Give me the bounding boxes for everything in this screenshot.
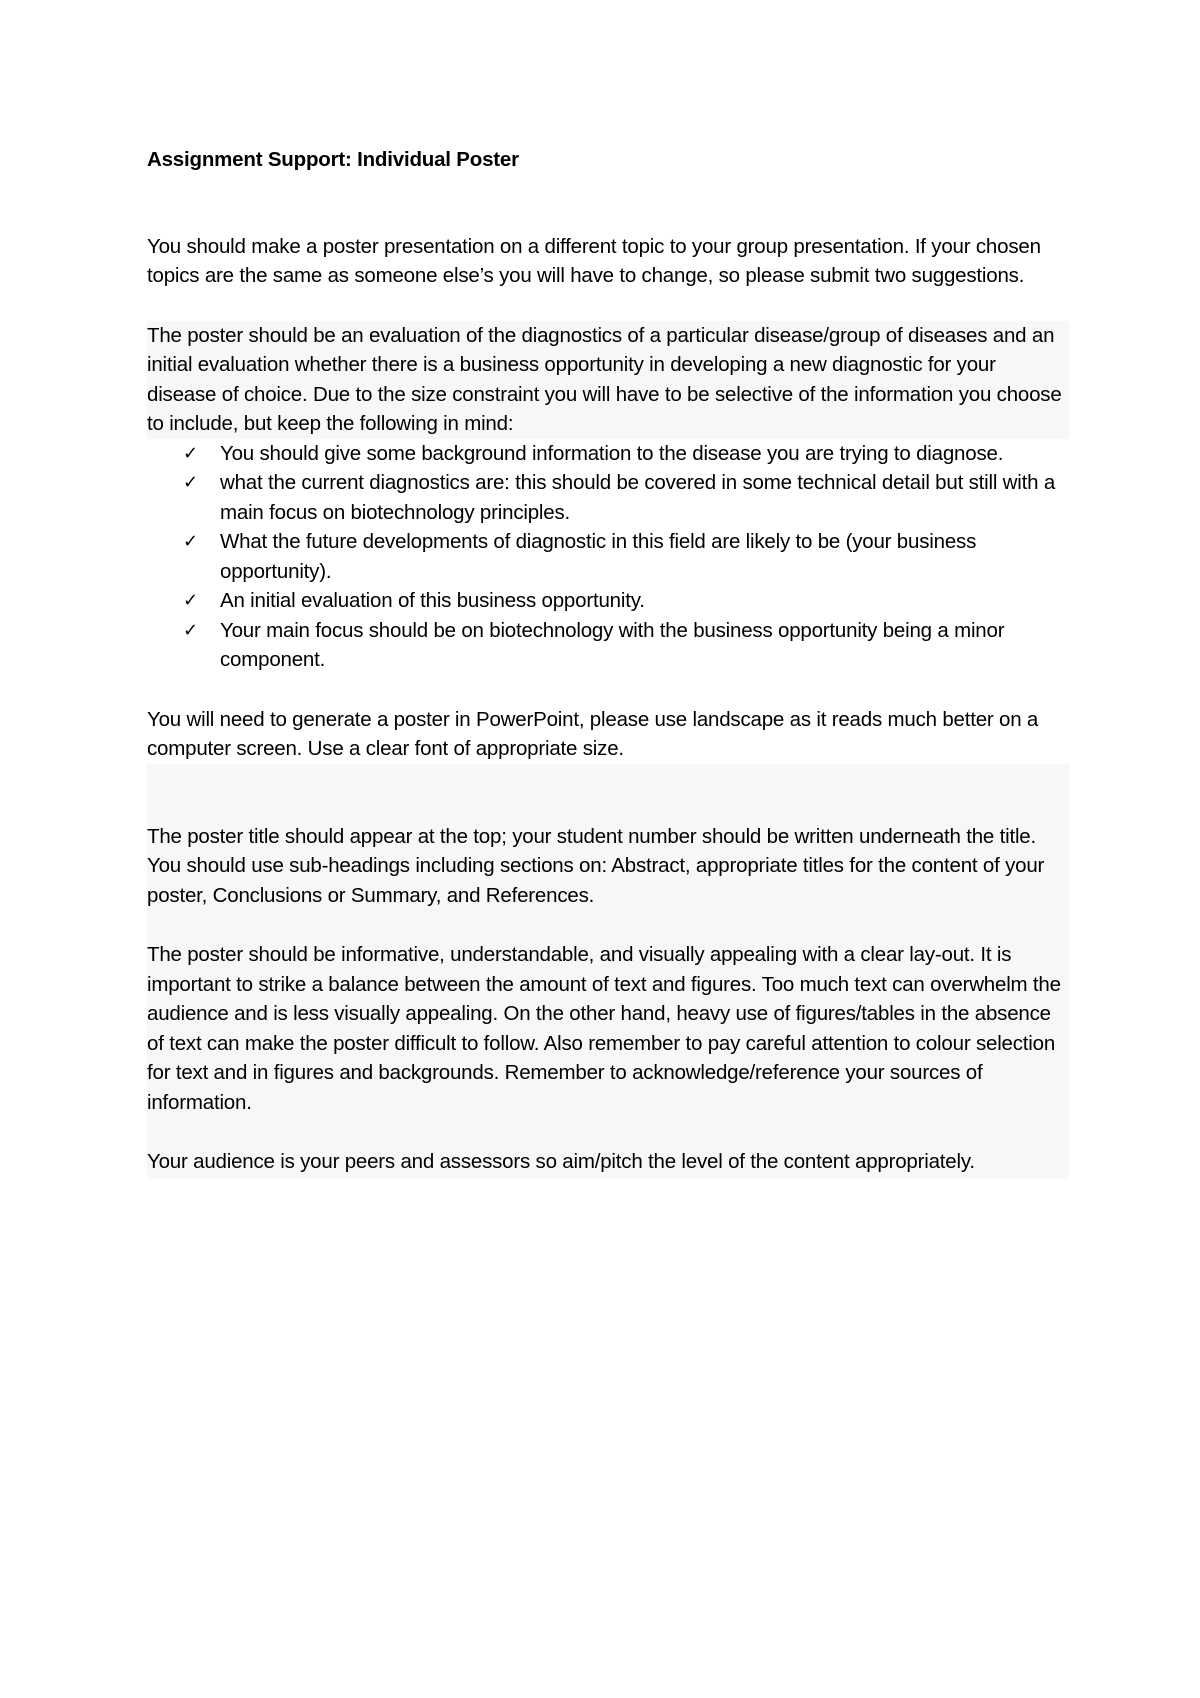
list-item-text: You should give some background information to the disease you are trying to diagnose. [220,441,1004,465]
layout-paragraph: The poster should be informative, understandable, and visually appealing with a clear lay-out. It is important to strike a balance between the amount of text and figures. Too much text can overwhelm the audience and is less visually appealing. On the other hand, heavy use of figures/tables in the absence of text can make the poster difficult to follow. Also remember to pay careful attention to colour selection for text and in figures and backgrounds. Remember to acknowledge/reference your sources of information. [147,943,1061,1114]
list-item-text: Your main focus should be on biotechnology with the business opportunity being a minor component. [220,618,1005,671]
list-item [147,586,1067,616]
check-icon: ✓ [183,531,198,552]
powerpoint-paragraph: You will need to generate a poster in PowerPoint, please use landscape as it reads much better on a computer screen. Use a clear font of appropriate size. [147,707,1039,760]
list-item-text: what the current diagnostics are: this should be covered in some technical detail but still with a main focus on biotechnology principles. [220,471,1056,524]
blank-line [147,764,1067,822]
title-paragraph: The poster title should appear at the top; your student number should be written underneath the title. You should use sub-headings including sections on: Abstract, appropriate titles for the content of your poster, Conclusions or Summary, and References. [147,824,1045,907]
list-item [147,439,1067,469]
shaded-section [147,764,1069,1179]
list-item [147,616,1067,675]
evaluation-paragraph: The poster should be an evaluation of the diagnostics of a particular disease/group of diseases and an initial evaluation whether there is a business opportunity in developing a new diagnostic for your disease of choice. Due to the size constraint you will have to be selective of the information you choose to include, but keep the following in mind: [147,321,1069,439]
requirements-checklist [147,439,1067,675]
document-title: Assignment Support: Individual Poster [147,148,519,171]
list-item [147,527,1067,586]
list-item [147,468,1067,527]
list-item-text: What the future developments of diagnostic in this field are likely to be (your business opportunity). [220,530,977,583]
list-item-text: An initial evaluation of this business opportunity. [220,589,645,612]
audience-paragraph: Your audience is your peers and assessors so aim/pitch the level of the content appropriately. [147,1150,975,1173]
document-body [147,145,1067,1179]
intro-paragraph: You should make a poster presentation on a different topic to your group presentation. If your chosen topics are the same as someone else’s you will have to change, so please submit two suggestions. [147,234,1041,287]
check-icon: ✓ [183,472,198,493]
check-icon: ✓ [183,619,198,641]
check-icon: ✓ [183,590,198,611]
check-icon: ✓ [183,442,198,464]
